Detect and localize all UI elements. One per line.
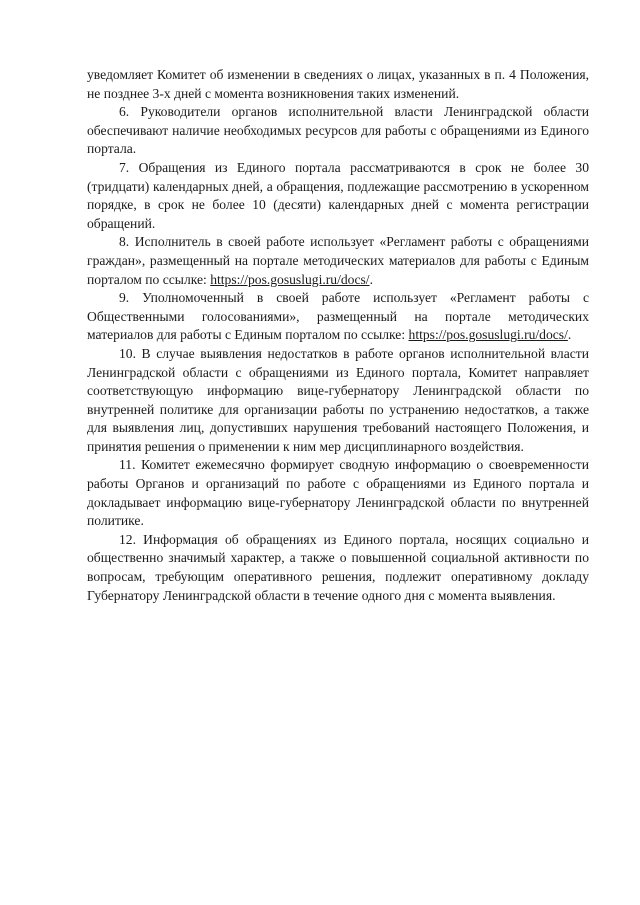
paragraph-9 (87, 289, 589, 345)
document-page (87, 66, 589, 605)
paragraph-text: 6. Руководители органов исполнительной власти Ленинградской области обеспечивают наличие необходимых ресурсов для работы с обращениями из Единого портала. (87, 104, 589, 157)
paragraph-text: 11. Комитет ежемесячно формирует сводную информацию о своевременности работы Органов и организаций по работе с обращениями из Единого портала и докладывает информацию вице-губернатору Ленинградской области по внутренней политике. (87, 457, 589, 529)
paragraph-text: уведомляет Комитет об изменении в сведениях о лицах, указанных в п. 4 Положения, не позднее 3-х дней с момента возникновения таких изменений. (87, 67, 589, 101)
paragraph-text: 8. Исполнитель в своей работе использует «Регламент работы с обращениями граждан», размещенный на портале методических материалов для работы с Единым порталом по ссылке: (87, 234, 589, 287)
paragraph-6 (87, 103, 589, 159)
paragraph-10 (87, 345, 589, 457)
docs-link[interactable]: https://pos.gosuslugi.ru/docs/ (408, 327, 568, 343)
paragraph-end-punctuation: . (567, 327, 572, 343)
paragraph-11 (87, 456, 589, 530)
paragraph-text: 7. Обращения из Единого портала рассматриваются в срок не более 30 (тридцати) календарных дней, а обращения, подлежащие рассмотрению в ускоренном порядке, в срок не более 10 (десяти) календарных дней с момента регистрации обращений. (87, 159, 589, 231)
docs-link[interactable]: https://pos.gosuslugi.ru/docs/ (210, 271, 370, 287)
paragraph-text: 12. Информация об обращениях из Единого портала, носящих социально и общественно значимый характер, а также о повышенной социальной активности по вопросам, требующим оперативного решения, подлежит оперативному докладу Губернатору Ленинградской области в течение одного дня с момента выявления. (87, 531, 589, 603)
paragraph-7 (87, 159, 589, 233)
paragraph-text: 9. Уполномоченный в своей работе использует «Регламент работы с Общественными голосованиями», размещенный на портале методических материалов для работы с Единым порталом по ссылке: (87, 290, 589, 343)
paragraph-5-continuation (87, 66, 589, 103)
paragraph-end-punctuation: . (369, 271, 373, 287)
paragraph-8 (87, 233, 589, 289)
paragraph-text: 10. В случае выявления недостатков в работе органов исполнительной власти Ленинградской области с обращениями из Единого портала, Комитет направляет соответствующую информацию вице-губернатору Ленинградской области по внутренней политике для организации работы по устранению недостатков, а также для выявления лиц, допустивших нарушения требований настоящего Положения, и принятия решения о применении к ним мер дисциплинарного воздействия. (87, 345, 589, 454)
paragraph-12 (87, 531, 589, 605)
